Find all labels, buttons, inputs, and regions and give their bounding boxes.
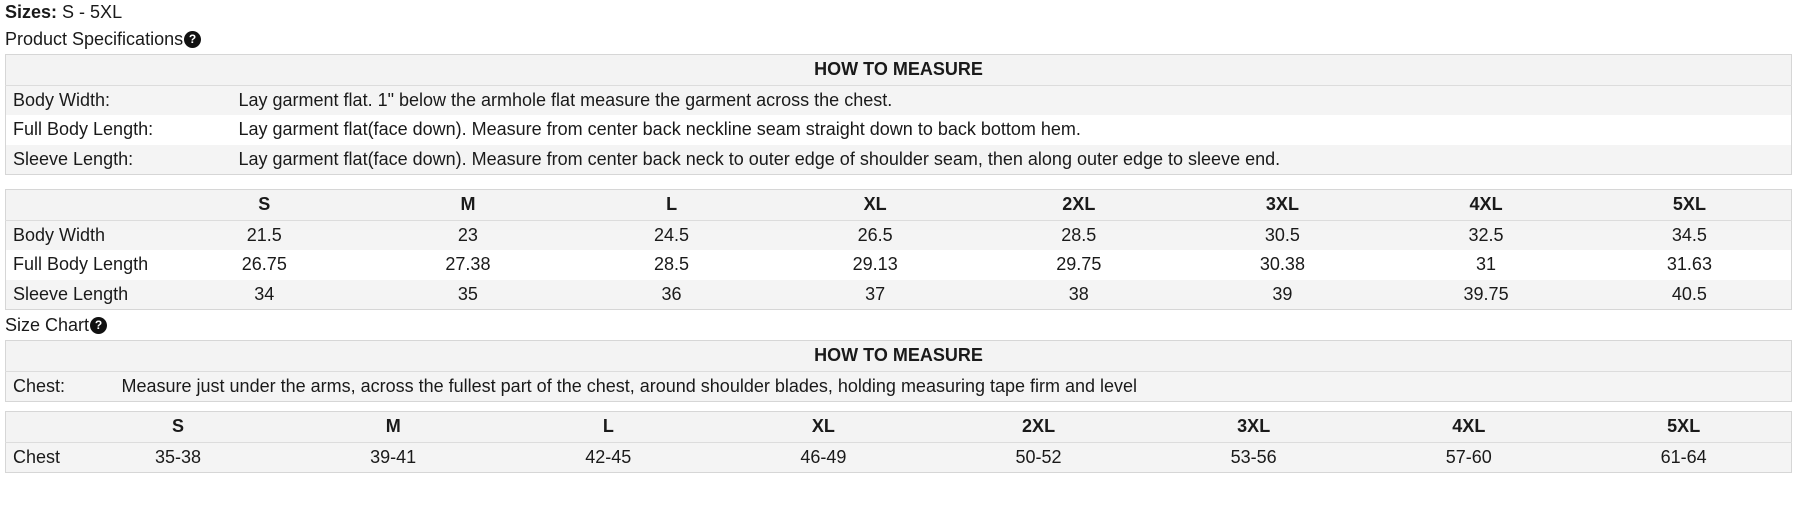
table-cell: 37 — [865, 283, 886, 304]
size-column-header: M — [286, 412, 501, 443]
table-cell: 61-64 — [1660, 446, 1707, 467]
table-cell: 42-45 — [585, 446, 632, 467]
size-chart-table — [5, 411, 1792, 473]
size-column-header: S — [71, 412, 286, 443]
measure-label: Chest: — [13, 375, 66, 396]
question-circle-icon[interactable]: ? — [90, 317, 107, 334]
spacer — [5, 175, 1792, 189]
table-cell: 39-41 — [370, 446, 417, 467]
size-column-header: XL — [773, 190, 977, 221]
table-cell: 34.5 — [1671, 224, 1707, 245]
measure-label: Full Body Length: — [13, 119, 154, 140]
table-row — [6, 220, 1792, 250]
table-cell: 40.5 — [1671, 283, 1707, 304]
size-column-header: 3XL — [1181, 190, 1385, 221]
table-cell: 23 — [457, 224, 478, 245]
table-cell: 38 — [1068, 283, 1089, 304]
table-row — [6, 250, 1792, 280]
spacer — [5, 402, 1792, 411]
table-row — [6, 115, 1792, 145]
sizes-line — [5, 0, 1792, 24]
table-cell: 39 — [1272, 283, 1293, 304]
table-row — [6, 371, 1792, 402]
size-chart-label: Size Chart — [5, 315, 90, 335]
table-cell: 26.5 — [857, 224, 893, 245]
product-specifications-label: Product Specifications — [5, 29, 184, 49]
size-column-header: 3XL — [1146, 412, 1361, 443]
table-row — [6, 442, 1792, 473]
measure-instruction: Lay garment flat. 1" below the armhole flat measure the garment across the chest. — [238, 89, 893, 110]
table-cell: 35-38 — [155, 446, 202, 467]
table-cell: 24.5 — [654, 224, 690, 245]
table-cell: 36 — [661, 283, 682, 304]
size-column-header: 5XL — [1576, 412, 1791, 443]
measure-label: Sleeve Length: — [13, 148, 134, 169]
measure-instruction: Measure just under the arms, across the fullest part of the chest, around shoulder blades, holding measuring tape firm and level — [121, 375, 1138, 396]
table-row — [6, 145, 1792, 175]
size-column-header: 2XL — [931, 412, 1146, 443]
row-label: Sleeve Length — [13, 283, 129, 304]
table-cell: 21.5 — [246, 224, 282, 245]
table-cell: 30.5 — [1264, 224, 1300, 245]
table-cell: 35 — [457, 283, 478, 304]
corner-cell — [6, 412, 71, 443]
question-circle-icon[interactable]: ? — [184, 31, 201, 48]
size-column-header: L — [501, 412, 716, 443]
table-cell: 50-52 — [1015, 446, 1062, 467]
table-row — [6, 280, 1792, 310]
how-to-measure-header: HOW TO MEASURE — [6, 55, 1792, 86]
table-cell: 29.75 — [1056, 254, 1102, 275]
how-to-measure-header: HOW TO MEASURE — [6, 341, 1792, 372]
size-column-header: 5XL — [1588, 190, 1792, 221]
size-column-header: XL — [716, 412, 931, 443]
size-chart-how-to-measure-table — [5, 340, 1792, 402]
table-cell: 32.5 — [1468, 224, 1504, 245]
table-cell: 27.38 — [445, 254, 491, 275]
table-cell: 39.75 — [1463, 283, 1509, 304]
row-label: Chest — [13, 446, 61, 467]
product-specs-size-table — [5, 189, 1792, 310]
table-cell: 34 — [254, 283, 275, 304]
table-cell: 31.63 — [1666, 254, 1712, 275]
sizes-label: Sizes: — [5, 2, 58, 22]
size-column-header: 4XL — [1384, 190, 1588, 221]
size-column-header: L — [570, 190, 774, 221]
table-cell: 31 — [1476, 254, 1497, 275]
measure-instruction: Lay garment flat(face down). Measure from center back neckline seam straight down to back bottom hem. — [238, 119, 1081, 140]
row-label: Body Width — [13, 224, 106, 245]
table-cell: 26.75 — [241, 254, 287, 275]
size-column-header: 4XL — [1361, 412, 1576, 443]
table-cell: 53-56 — [1230, 446, 1277, 467]
table-cell: 57-60 — [1445, 446, 1492, 467]
sizes-value: S - 5XL — [62, 2, 123, 22]
size-column-header: M — [366, 190, 570, 221]
table-cell: 29.13 — [852, 254, 898, 275]
size-column-header: 2XL — [977, 190, 1181, 221]
measure-label: Body Width: — [13, 89, 111, 110]
product-specs-how-to-measure-table — [5, 54, 1792, 175]
table-cell: 28.5 — [654, 254, 690, 275]
table-cell: 46-49 — [800, 446, 847, 467]
row-label: Full Body Length — [13, 254, 149, 275]
measure-instruction: Lay garment flat(face down). Measure from center back neck to outer edge of shoulder seam, then along outer edge to sleeve end. — [238, 148, 1281, 169]
product-specifications-title — [5, 24, 1792, 54]
table-cell: 30.38 — [1259, 254, 1305, 275]
table-cell: 28.5 — [1061, 224, 1097, 245]
size-column-header: S — [163, 190, 367, 221]
size-chart-title — [5, 310, 1792, 340]
table-row — [6, 85, 1792, 115]
corner-cell — [6, 190, 163, 221]
